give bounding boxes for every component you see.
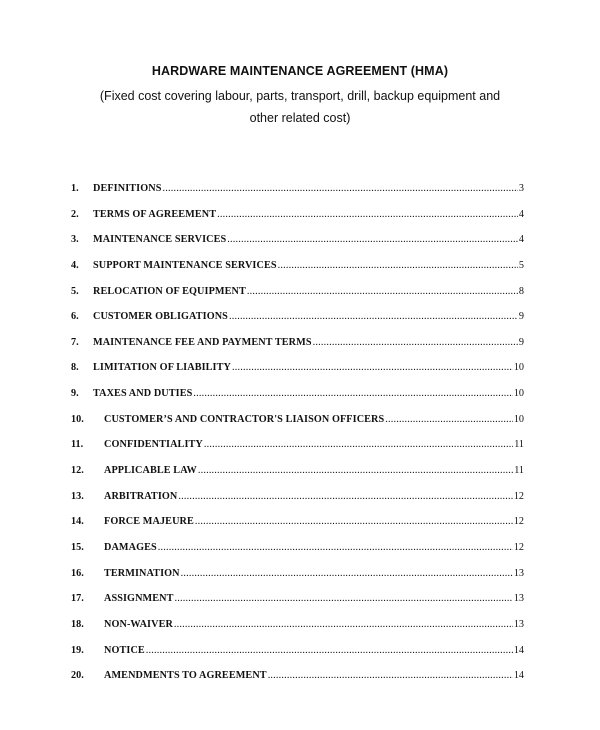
toc-item-label: LIMITATION OF LIABILITY <box>93 362 231 374</box>
toc-item-number: 18. <box>71 618 84 630</box>
toc-item[interactable] <box>71 260 524 286</box>
document-title: HARDWARE MAINTENANCE AGREEMENT (HMA) <box>151 64 449 78</box>
toc-dot-leader <box>247 286 518 298</box>
toc-item-label: DAMAGES <box>104 541 157 553</box>
toc-item[interactable] <box>71 645 524 671</box>
toc-item[interactable] <box>71 183 524 209</box>
toc-item-number: 12. <box>71 465 84 477</box>
toc-item-number: 2. <box>71 208 79 220</box>
toc-item[interactable] <box>71 209 524 235</box>
toc-dot-leader <box>217 209 518 221</box>
toc-item-label: CONFIDENTIALITY <box>104 439 203 451</box>
toc-item-label: SUPPORT MAINTENANCE SERVICES <box>93 259 277 271</box>
toc-item-label: CUSTOMER OBLIGATIONS <box>93 311 228 323</box>
toc-item[interactable] <box>71 516 524 542</box>
toc-dot-leader <box>229 311 518 323</box>
toc-item-page: 13 <box>513 567 524 579</box>
toc-item-page: 10 <box>513 413 524 425</box>
toc-dot-leader <box>174 619 513 631</box>
toc-item-label: MAINTENANCE SERVICES <box>93 234 227 246</box>
toc-dot-leader <box>146 645 513 657</box>
toc-item-label: NON-WAIVER <box>104 618 173 630</box>
toc-item-number: 17. <box>71 593 84 605</box>
toc-item-number: 14. <box>71 516 84 528</box>
toc-item[interactable] <box>71 414 524 440</box>
toc-dot-leader <box>198 465 513 477</box>
toc-dot-leader <box>175 593 513 605</box>
toc-item-label: NOTICE <box>104 644 145 656</box>
toc-item[interactable] <box>71 491 524 517</box>
toc-item-page: 13 <box>513 593 524 605</box>
toc-item[interactable] <box>71 439 524 465</box>
toc-item-page: 5 <box>518 259 524 271</box>
toc-item-number: 19. <box>71 644 84 656</box>
toc-item-number: 9. <box>71 388 79 400</box>
toc-dot-leader <box>204 439 513 451</box>
toc-item[interactable] <box>71 542 524 568</box>
toc-item-label: TERMINATION <box>104 567 180 579</box>
toc-item-label: AMENDMENTS TO AGREEMENT <box>104 670 267 682</box>
toc-item-page: 12 <box>513 516 524 528</box>
toc-item[interactable] <box>71 234 524 260</box>
toc-item-page: 11 <box>514 439 524 451</box>
toc-dot-leader <box>268 670 513 682</box>
toc-dot-leader <box>313 337 518 349</box>
toc-dot-leader <box>227 234 518 246</box>
toc-item-number: 15. <box>71 541 84 553</box>
toc-item-page: 13 <box>513 618 524 630</box>
toc-dot-leader <box>385 414 513 426</box>
toc-item-number: 16. <box>71 567 84 579</box>
toc-item[interactable] <box>71 362 524 388</box>
toc-item-label: TAXES AND DUTIES <box>93 388 193 400</box>
toc-item[interactable] <box>71 286 524 312</box>
toc-item-page: 9 <box>518 311 524 323</box>
toc-item-page: 10 <box>513 388 524 400</box>
toc-item-number: 8. <box>71 362 79 374</box>
toc-item[interactable] <box>71 568 524 594</box>
toc-item-number: 3. <box>71 234 79 246</box>
toc-item-page: 8 <box>518 285 524 297</box>
toc-dot-leader <box>232 362 513 374</box>
toc-item-page: 4 <box>518 208 524 220</box>
toc-item-page: 3 <box>518 183 524 194</box>
toc-item-label: RELOCATION OF EQUIPMENT <box>93 285 246 297</box>
toc-item-label: FORCE MAJEURE <box>104 516 194 528</box>
toc-dot-leader <box>178 491 512 503</box>
toc-dot-leader <box>158 542 513 554</box>
toc-item[interactable] <box>71 311 524 337</box>
toc-dot-leader <box>195 516 513 528</box>
toc-item-number: 5. <box>71 285 79 297</box>
toc-item-page: 4 <box>518 234 524 246</box>
toc-item-label: CUSTOMER’S AND CONTRACTOR'S LIAISON OFFICERS <box>104 413 385 425</box>
toc-item-page: 12 <box>513 490 524 502</box>
toc-item-number: 6. <box>71 311 79 323</box>
toc-item-page: 10 <box>513 362 524 374</box>
toc-item-label: ASSIGNMENT <box>104 593 174 605</box>
toc-item[interactable] <box>71 465 524 491</box>
toc-item-page: 14 <box>513 644 524 656</box>
toc-item-label: APPLICABLE LAW <box>104 465 197 477</box>
document-subtitle-line2: other related cost) <box>249 111 351 125</box>
toc-item-page: 14 <box>513 670 524 682</box>
toc-item-number: 20. <box>71 670 84 682</box>
toc-item[interactable] <box>71 670 524 696</box>
toc-item[interactable] <box>71 619 524 645</box>
table-of-contents <box>71 183 524 696</box>
toc-item[interactable] <box>71 337 524 363</box>
toc-item-label: DEFINITIONS <box>93 183 162 194</box>
toc-item-page: 9 <box>518 336 524 348</box>
toc-dot-leader <box>162 183 517 195</box>
toc-item-number: 11. <box>71 439 84 451</box>
toc-item-page: 11 <box>514 465 524 477</box>
toc-item[interactable] <box>71 593 524 619</box>
document-subtitle-line1: (Fixed cost covering labour, parts, transport, drill, backup equipment and <box>99 89 501 103</box>
toc-dot-leader <box>193 388 512 400</box>
toc-item-page: 12 <box>513 541 524 553</box>
toc-item-number: 10. <box>71 413 84 425</box>
toc-item-number: 4. <box>71 259 79 271</box>
toc-dot-leader <box>181 568 513 580</box>
toc-item-label: TERMS OF AGREEMENT <box>93 208 217 220</box>
toc-item-number: 1. <box>71 183 79 194</box>
toc-dot-leader <box>278 260 518 272</box>
toc-item-number: 7. <box>71 336 79 348</box>
toc-item-label: MAINTENANCE FEE AND PAYMENT TERMS <box>93 336 312 348</box>
toc-item-label: ARBITRATION <box>104 490 178 502</box>
toc-item-number: 13. <box>71 490 84 502</box>
toc-item[interactable] <box>71 388 524 414</box>
